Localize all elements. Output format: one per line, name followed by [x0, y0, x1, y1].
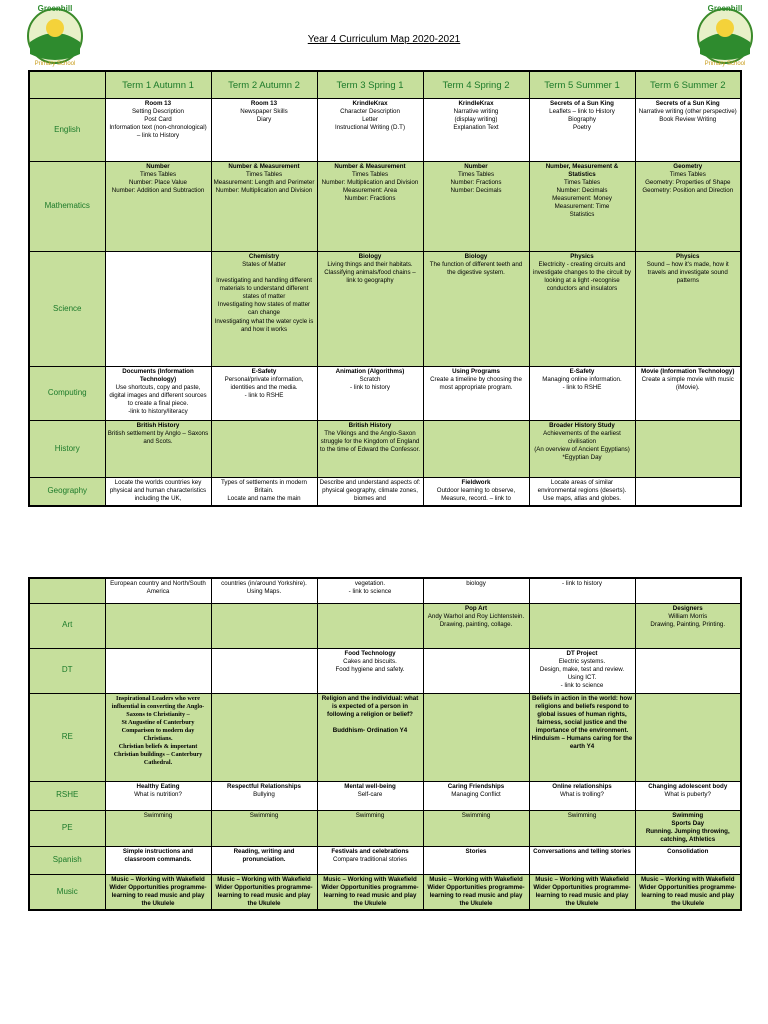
curriculum-cell — [211, 846, 317, 874]
curriculum-cell — [529, 781, 635, 810]
cell-heading: Consolidation — [667, 847, 709, 855]
cell-body: Outdoor learning to observe, Measure, record. – link to — [436, 487, 516, 503]
cell-heading: Number — [464, 163, 488, 170]
cell-heading: British History — [136, 422, 180, 429]
cell-body: Swimming — [355, 811, 385, 819]
cell-body: Andy Warhol and Roy Lichtenstein. Drawing, painting, collage. — [427, 612, 525, 628]
cell-heading: DT Project — [566, 649, 598, 657]
curriculum-cell — [317, 252, 423, 367]
cell-heading: Food Technology — [344, 649, 396, 657]
curriculum-cell — [635, 99, 741, 162]
cell-heading: Movie (Information Technology) — [641, 368, 735, 375]
subject-label: English — [29, 99, 105, 162]
cell-heading: Using Programs — [452, 368, 500, 375]
subject-row-computing — [29, 367, 741, 421]
subject-label: Spanish — [29, 846, 105, 874]
curriculum-table-page-1 — [28, 70, 742, 507]
subject-row-spanish — [29, 846, 741, 874]
curriculum-cell — [105, 421, 211, 478]
curriculum-cell: Religion and the individual: what is expected of a person in following a religion or belief? Buddhism- Ordination Y4 — [317, 693, 423, 781]
cell-body: Electricity - creating circuits and investigate changes to the circuit by looking at a light -recognise conductors and insulators — [532, 261, 632, 293]
cell-body: Times Tables Number: Decimals Measurement: Money Measurement: Time Statistics — [552, 179, 612, 219]
curriculum-cell — [105, 603, 211, 648]
curriculum-cell — [423, 99, 529, 162]
curriculum-cell — [423, 478, 529, 506]
curriculum-cell — [529, 421, 635, 478]
subject-label-empty — [29, 578, 105, 603]
curriculum-cell — [529, 99, 635, 162]
curriculum-cell — [635, 648, 741, 693]
curriculum-cell — [105, 252, 211, 367]
subject-row-pe — [29, 810, 741, 846]
cell-body: Narrative writing (display writing) Explanation Text — [453, 108, 499, 132]
cell-body: Newspaper Skills Diary — [240, 108, 288, 124]
cell-body: What is nutrition? — [134, 790, 182, 798]
curriculum-cell — [211, 252, 317, 367]
cell-heading: Swimming Sports Day Running. Jumping throwing, catching, Athletics — [645, 811, 730, 843]
cell-body: Character Description Letter Instructional Writing (D.T) — [334, 108, 406, 132]
curriculum-cell — [635, 603, 741, 648]
curriculum-cell — [105, 478, 211, 506]
cell-heading: Number & Measurement — [334, 163, 406, 170]
cell-body: Achievements of the earliest civilisation (An overview of Ancient Egyptians) *Egyptian Day — [534, 430, 630, 462]
cell-heading: Biology — [358, 253, 382, 260]
curriculum-cell — [317, 781, 423, 810]
curriculum-cell — [635, 367, 741, 421]
cell-body: Managing online information. - link to RSHE — [542, 376, 622, 392]
cell-body: Swimming — [143, 811, 173, 819]
cell-heading: Reading, writing and pronunciation. — [233, 847, 295, 863]
cell-heading: Festivals and celebrations — [331, 847, 409, 855]
curriculum-cell: Music – Working with Wakefield Wider Opportunities programme- learning to read music and play the Ukulele — [211, 874, 317, 910]
curriculum-cell — [105, 781, 211, 810]
curriculum-cell — [635, 846, 741, 874]
cell-body: The function of different teeth and the digestive system. — [429, 261, 523, 277]
cell-body: Describe and understand aspects of: physical geography, climate zones, biomes and — [319, 479, 421, 503]
cell-body: Locate areas of similar environmental regions (deserts). Use maps, atlas and globes. — [537, 479, 627, 503]
curriculum-cell — [529, 603, 635, 648]
subject-row-music — [29, 874, 741, 910]
subject-label: Music — [29, 874, 105, 910]
cell-heading: British History — [348, 422, 392, 429]
cell-heading: Biology — [464, 253, 488, 260]
curriculum-cell — [105, 367, 211, 421]
subject-row-geography — [29, 478, 741, 506]
curriculum-cell — [529, 846, 635, 874]
cell-heading: Pop Art — [464, 604, 488, 612]
cell-body: Swimming — [461, 811, 491, 819]
cell-body: Locate the worlds countries key physical and human characteristics including the UK, — [109, 479, 207, 503]
subject-label: Art — [29, 603, 105, 648]
cell-heading: Number & Measurement — [228, 163, 300, 170]
cell-heading: Conversations and telling stories — [533, 847, 631, 855]
cell-heading: Online relationships — [552, 782, 612, 790]
curriculum-cell — [317, 162, 423, 252]
curriculum-cell — [529, 162, 635, 252]
cell-body: Bullying — [253, 790, 275, 798]
cell-heading: Changing adolescent body — [648, 782, 728, 790]
curriculum-cell — [635, 693, 741, 781]
cell-heading: Number, Measurement & Statistics — [545, 163, 619, 179]
curriculum-cell — [529, 367, 635, 421]
curriculum-cell — [317, 99, 423, 162]
cell-heading: KrindleKrax — [352, 100, 388, 107]
curriculum-cell: countries (in/around Yorkshire). Using Maps. — [211, 578, 317, 603]
subject-label: Science — [29, 252, 105, 367]
curriculum-cell — [211, 162, 317, 252]
cell-body: Swimming — [567, 811, 597, 819]
cell-heading: KrindleKrax — [458, 100, 494, 107]
curriculum-cell: Inspirational Leaders who were influential in converting the Anglo-Saxons to Christianity – St Augustine of Canterbury Comparison to modern day Christians. Christian beliefs & important Christian buildings – Canterbury Cathedral. — [105, 693, 211, 781]
curriculum-cell — [635, 578, 741, 603]
curriculum-cell — [211, 603, 317, 648]
cell-body: Electric systems. Design, make, test and review. Using ICT. - link to science — [539, 657, 625, 689]
cell-body: William Morris Drawing, Painting, Printing. — [650, 612, 726, 628]
cell-heading: Fieldwork — [461, 479, 491, 486]
curriculum-cell — [211, 693, 317, 781]
cell-body: Create a simple movie with music (iMovie). — [641, 376, 734, 392]
subject-label: DT — [29, 648, 105, 693]
subject-label: History — [29, 421, 105, 478]
svg-text:Primary School: Primary School — [34, 61, 76, 67]
cell-body: Living things and their habitats. Classifying animals/food chains – link to geography — [324, 261, 416, 285]
curriculum-cell — [423, 367, 529, 421]
curriculum-cell — [529, 810, 635, 846]
curriculum-cell — [529, 252, 635, 367]
curriculum-cell — [211, 99, 317, 162]
curriculum-cell: Music – Working with Wakefield Wider Opportunities programme- learning to read music and play the Ukulele — [635, 874, 741, 910]
curriculum-cell — [211, 781, 317, 810]
subject-row-geography-continued — [29, 578, 741, 603]
cell-heading: Documents (Information Technology) — [122, 368, 194, 384]
curriculum-cell — [423, 781, 529, 810]
curriculum-cell — [105, 99, 211, 162]
curriculum-cell — [105, 846, 211, 874]
cell-body: Times Tables Number: Fractions Number: Decimals — [450, 171, 502, 195]
cell-body: Swimming — [249, 811, 279, 819]
cell-body: Times Tables Measurement: Length and Perimeter Number: Multiplication and Division — [213, 171, 315, 195]
curriculum-cell: Music – Working with Wakefield Wider Opportunities programme- learning to read music and play the Ukulele — [317, 874, 423, 910]
curriculum-cell — [423, 162, 529, 252]
cell-heading: Secrets of a Sun King — [655, 100, 720, 107]
curriculum-cell — [211, 648, 317, 693]
cell-body: British settlement by Anglo – Saxons and Scots. — [107, 430, 209, 446]
curriculum-cell — [423, 421, 529, 478]
curriculum-cell — [423, 693, 529, 781]
curriculum-cell: Beliefs in action in the world: how religions and beliefs respond to global issues of human rights, fairness, social justice and the importance of the environment. Hinduism – Humans caring for the earth Y4 — [529, 693, 635, 781]
curriculum-cell — [317, 367, 423, 421]
cell-heading: Chemistry — [248, 253, 280, 260]
cell-body: The Vikings and the Anglo-Saxon struggle for the Kingdom of England to the time of Edward the Confessor. — [319, 430, 421, 454]
cell-heading: Geometry — [673, 163, 703, 170]
subject-row-art — [29, 603, 741, 648]
subject-label: Computing — [29, 367, 105, 421]
term-header: Term 1 Autumn 1 — [105, 71, 211, 99]
curriculum-cell — [423, 603, 529, 648]
cell-heading: Healthy Eating — [136, 782, 180, 790]
cell-heading: Physics — [570, 253, 594, 260]
cell-body: Sound – how it's made, how it travels and investigate sound patterns — [646, 261, 729, 285]
curriculum-cell — [423, 810, 529, 846]
cell-body: Types of settlements in modern Britain. Locate and name the main — [221, 479, 307, 503]
term-header: Term 6 Summer 2 — [635, 71, 741, 99]
subject-label: RE — [29, 693, 105, 781]
svg-text:Greenhill: Greenhill — [37, 4, 73, 13]
curriculum-cell — [317, 810, 423, 846]
curriculum-cell — [423, 648, 529, 693]
curriculum-cell — [211, 421, 317, 478]
curriculum-cell — [529, 478, 635, 506]
cell-heading: E-Safety — [251, 368, 277, 375]
subject-row-history — [29, 421, 741, 478]
cell-heading: Animation (Algorithms) — [335, 368, 405, 375]
cell-heading: Mental well-being — [344, 782, 396, 790]
curriculum-cell — [105, 162, 211, 252]
subject-row-re — [29, 693, 741, 781]
cell-body: Leaflets – link to History Biography Poetry — [549, 108, 615, 132]
term-header: Term 2 Autumn 2 — [211, 71, 317, 99]
curriculum-cell — [211, 810, 317, 846]
cell-body: Compare traditional stories — [333, 855, 407, 863]
cell-body: Managing Conflict — [451, 790, 501, 798]
cell-body: Use shortcuts, copy and paste, digital images and different sources to create a final piece. -link to history/literacy — [109, 384, 207, 416]
cell-body: Create a timeline by choosing the most appropriate program. — [430, 376, 522, 392]
cell-heading: Room 13 — [144, 100, 172, 107]
svg-text:Greenhill: Greenhill — [707, 4, 743, 13]
curriculum-cell: Music – Working with Wakefield Wider Opportunities programme- learning to read music and play the Ukulele — [529, 874, 635, 910]
cell-heading: Stories — [465, 847, 487, 855]
subject-label: RSHE — [29, 781, 105, 810]
page-title: Year 4 Curriculum Map 2020-2021 — [307, 34, 461, 45]
cell-body: States of Matter Investigating and handling different materials to understand different states of matter Investigating how states of matter can change Investigating what the water cycle is and how it works — [214, 261, 314, 333]
curriculum-cell — [105, 810, 211, 846]
curriculum-cell — [635, 781, 741, 810]
cell-heading: Designers — [672, 604, 703, 612]
curriculum-cell — [635, 421, 741, 478]
curriculum-cell — [529, 648, 635, 693]
curriculum-cell: biology — [423, 578, 529, 603]
cell-body: Times Tables Number: Multiplication and Division Measurement: Area Number: Fractions — [321, 171, 419, 203]
cell-body: Self-care — [357, 790, 383, 798]
curriculum-cell — [635, 162, 741, 252]
subject-row-mathematics — [29, 162, 741, 252]
curriculum-cell: Music – Working with Wakefield Wider Opportunities programme- learning to read music and play the Ukulele — [423, 874, 529, 910]
curriculum-cell — [211, 478, 317, 506]
cell-heading: Respectful Relationships — [227, 782, 301, 790]
curriculum-cell — [635, 810, 741, 846]
curriculum-cell — [317, 648, 423, 693]
curriculum-cell — [211, 367, 317, 421]
subject-label: PE — [29, 810, 105, 846]
curriculum-cell — [317, 478, 423, 506]
header-blank-cell — [29, 71, 105, 99]
cell-body: Times Tables Number: Place Value Number: Addition and Subtraction — [111, 171, 205, 195]
subject-label: Mathematics — [29, 162, 105, 252]
curriculum-cell: Music – Working with Wakefield Wider Opportunities programme- learning to read music and play the Ukulele — [105, 874, 211, 910]
curriculum-cell — [635, 478, 741, 506]
subject-row-english — [29, 99, 741, 162]
cell-body: What is puberty? — [664, 790, 711, 798]
cell-heading: Caring Friendships — [447, 782, 505, 790]
cell-heading: Secrets of a Sun King — [550, 100, 614, 107]
cell-heading: Broader History Study — [549, 422, 615, 429]
cell-body: Personal/private information, identities and the media. - link to RSHE — [224, 376, 304, 400]
term-header: Term 3 Spring 1 — [317, 71, 423, 99]
subject-row-rshe — [29, 781, 741, 810]
subject-row-science — [29, 252, 741, 367]
cell-body: Times Tables Geometry: Properties of Shape Geometry: Position and Direction — [642, 171, 734, 195]
cell-heading: Simple instructions and classroom commands. — [122, 847, 194, 863]
curriculum-cell — [423, 252, 529, 367]
term-header: Term 5 Summer 1 — [529, 71, 635, 99]
cell-body: Cakes and biscuits. Food hygiene and safety. — [335, 657, 405, 673]
svg-text:Primary School: Primary School — [704, 61, 746, 67]
curriculum-table-page-2 — [28, 577, 742, 911]
curriculum-cell: European country and North/South America — [105, 578, 211, 603]
term-header-row — [29, 71, 741, 99]
cell-heading: Room 13 — [250, 100, 278, 107]
cell-heading: Physics — [676, 253, 700, 260]
curriculum-cell — [317, 421, 423, 478]
curriculum-cell — [423, 846, 529, 874]
curriculum-cell — [317, 603, 423, 648]
cell-heading: E-Safety — [569, 368, 595, 375]
curriculum-cell — [105, 648, 211, 693]
cell-body: Setting Description Post Card Information text (non-chronological) – link to History — [109, 108, 207, 140]
cell-heading: Number — [146, 163, 170, 170]
curriculum-cell: vegetation. - link to science — [317, 578, 423, 603]
curriculum-cell: - link to history — [529, 578, 635, 603]
curriculum-cell — [635, 252, 741, 367]
term-header: Term 4 Spring 2 — [423, 71, 529, 99]
cell-body: Narrative writing (other perspective) Book Review Writing — [638, 108, 737, 124]
subject-row-dt — [29, 648, 741, 693]
cell-body: Scratch - link to history — [350, 376, 390, 392]
subject-label: Geography — [29, 478, 105, 506]
cell-body: What is trolling? — [559, 790, 605, 798]
curriculum-cell — [317, 846, 423, 874]
